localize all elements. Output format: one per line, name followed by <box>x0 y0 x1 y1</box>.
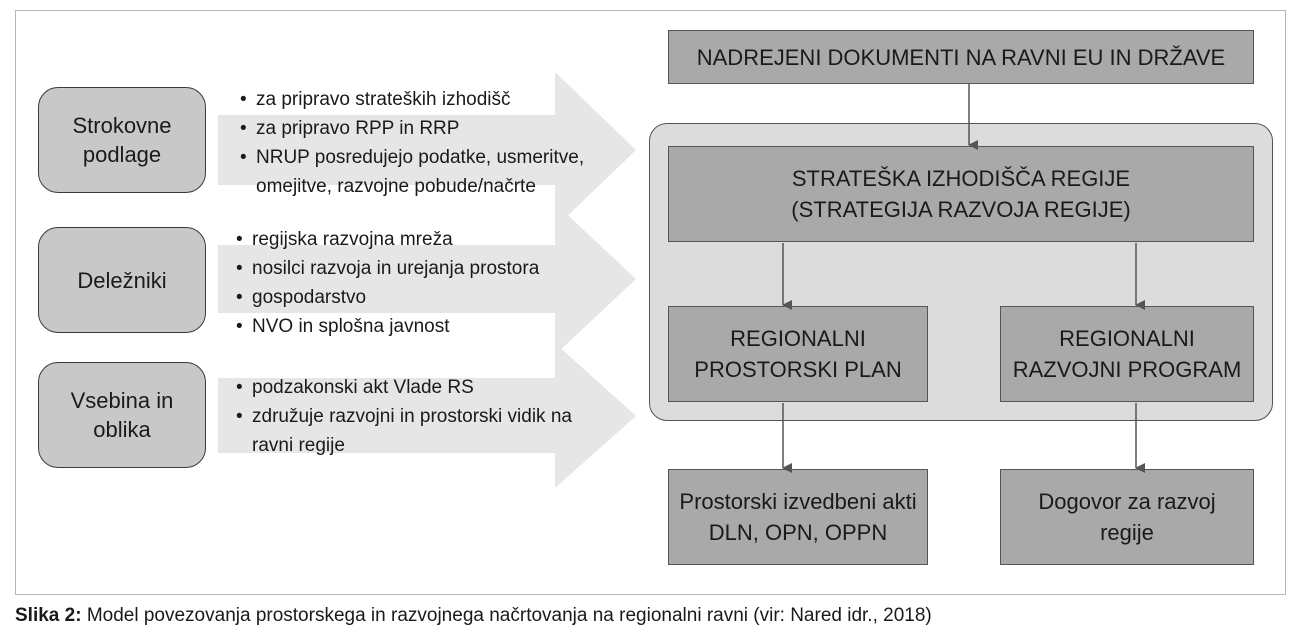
caption-text: Model povezovanja prostorskega in razvojnega načrtovanja na regionalni ravni (vir: Nared idr., 2018) <box>81 605 932 626</box>
box-line: RAZVOJNI PROGRAM <box>1012 357 1242 382</box>
box-line: Dogovor za razvoj <box>1038 489 1216 514</box>
box-line: REGIONALNI <box>1059 326 1195 351</box>
box-line: Vsebina in <box>70 388 174 413</box>
box-line: REGIONALNI <box>730 326 866 351</box>
box-line: Strokovne <box>72 113 172 138</box>
box-line: DLN, OPN, OPPN <box>708 520 888 545</box>
box-line: podlage <box>82 142 162 167</box>
box-line: (STRATEGIJA RAZVOJA REGIJE) <box>791 197 1131 222</box>
bullet-item: • nosilci razvoja in urejanja prostora <box>236 254 539 283</box>
bullet-item: • podzakonski akt Vlade RS <box>236 373 572 402</box>
box-line: Deležniki <box>77 267 167 293</box>
bullet-item: • združuje razvojni in prostorski vidik na ravni regije <box>236 402 572 460</box>
box-text: NADREJENI DOKUMENTI NA RAVNI EU IN DRŽAVE <box>696 44 1226 70</box>
bullet-item: • za pripravo strateških izhodišč <box>240 85 584 114</box>
box-line: STRATEŠKA IZHODIŠČA REGIJE <box>791 166 1131 191</box>
bullet-item: • NRUP posredujejo podatke, usmeritve, omejitve, razvojne pobude/načrte <box>240 143 584 201</box>
bullet-item: • gospodarstvo <box>236 283 539 312</box>
box-line: PROSTORSKI PLAN <box>694 357 902 382</box>
box-line: oblika <box>93 417 151 442</box>
box-line: Prostorski izvedbeni akti <box>679 489 917 514</box>
caption-label: Slika 2: <box>15 605 82 626</box>
bullet-item: • regijska razvojna mreža <box>236 225 539 254</box>
bullet-item: • NVO in splošna javnost <box>236 312 539 341</box>
box-line: regije <box>1100 520 1154 545</box>
bullet-item: • za pripravo RPP in RRP <box>240 114 584 143</box>
figure-caption <box>15 605 932 627</box>
